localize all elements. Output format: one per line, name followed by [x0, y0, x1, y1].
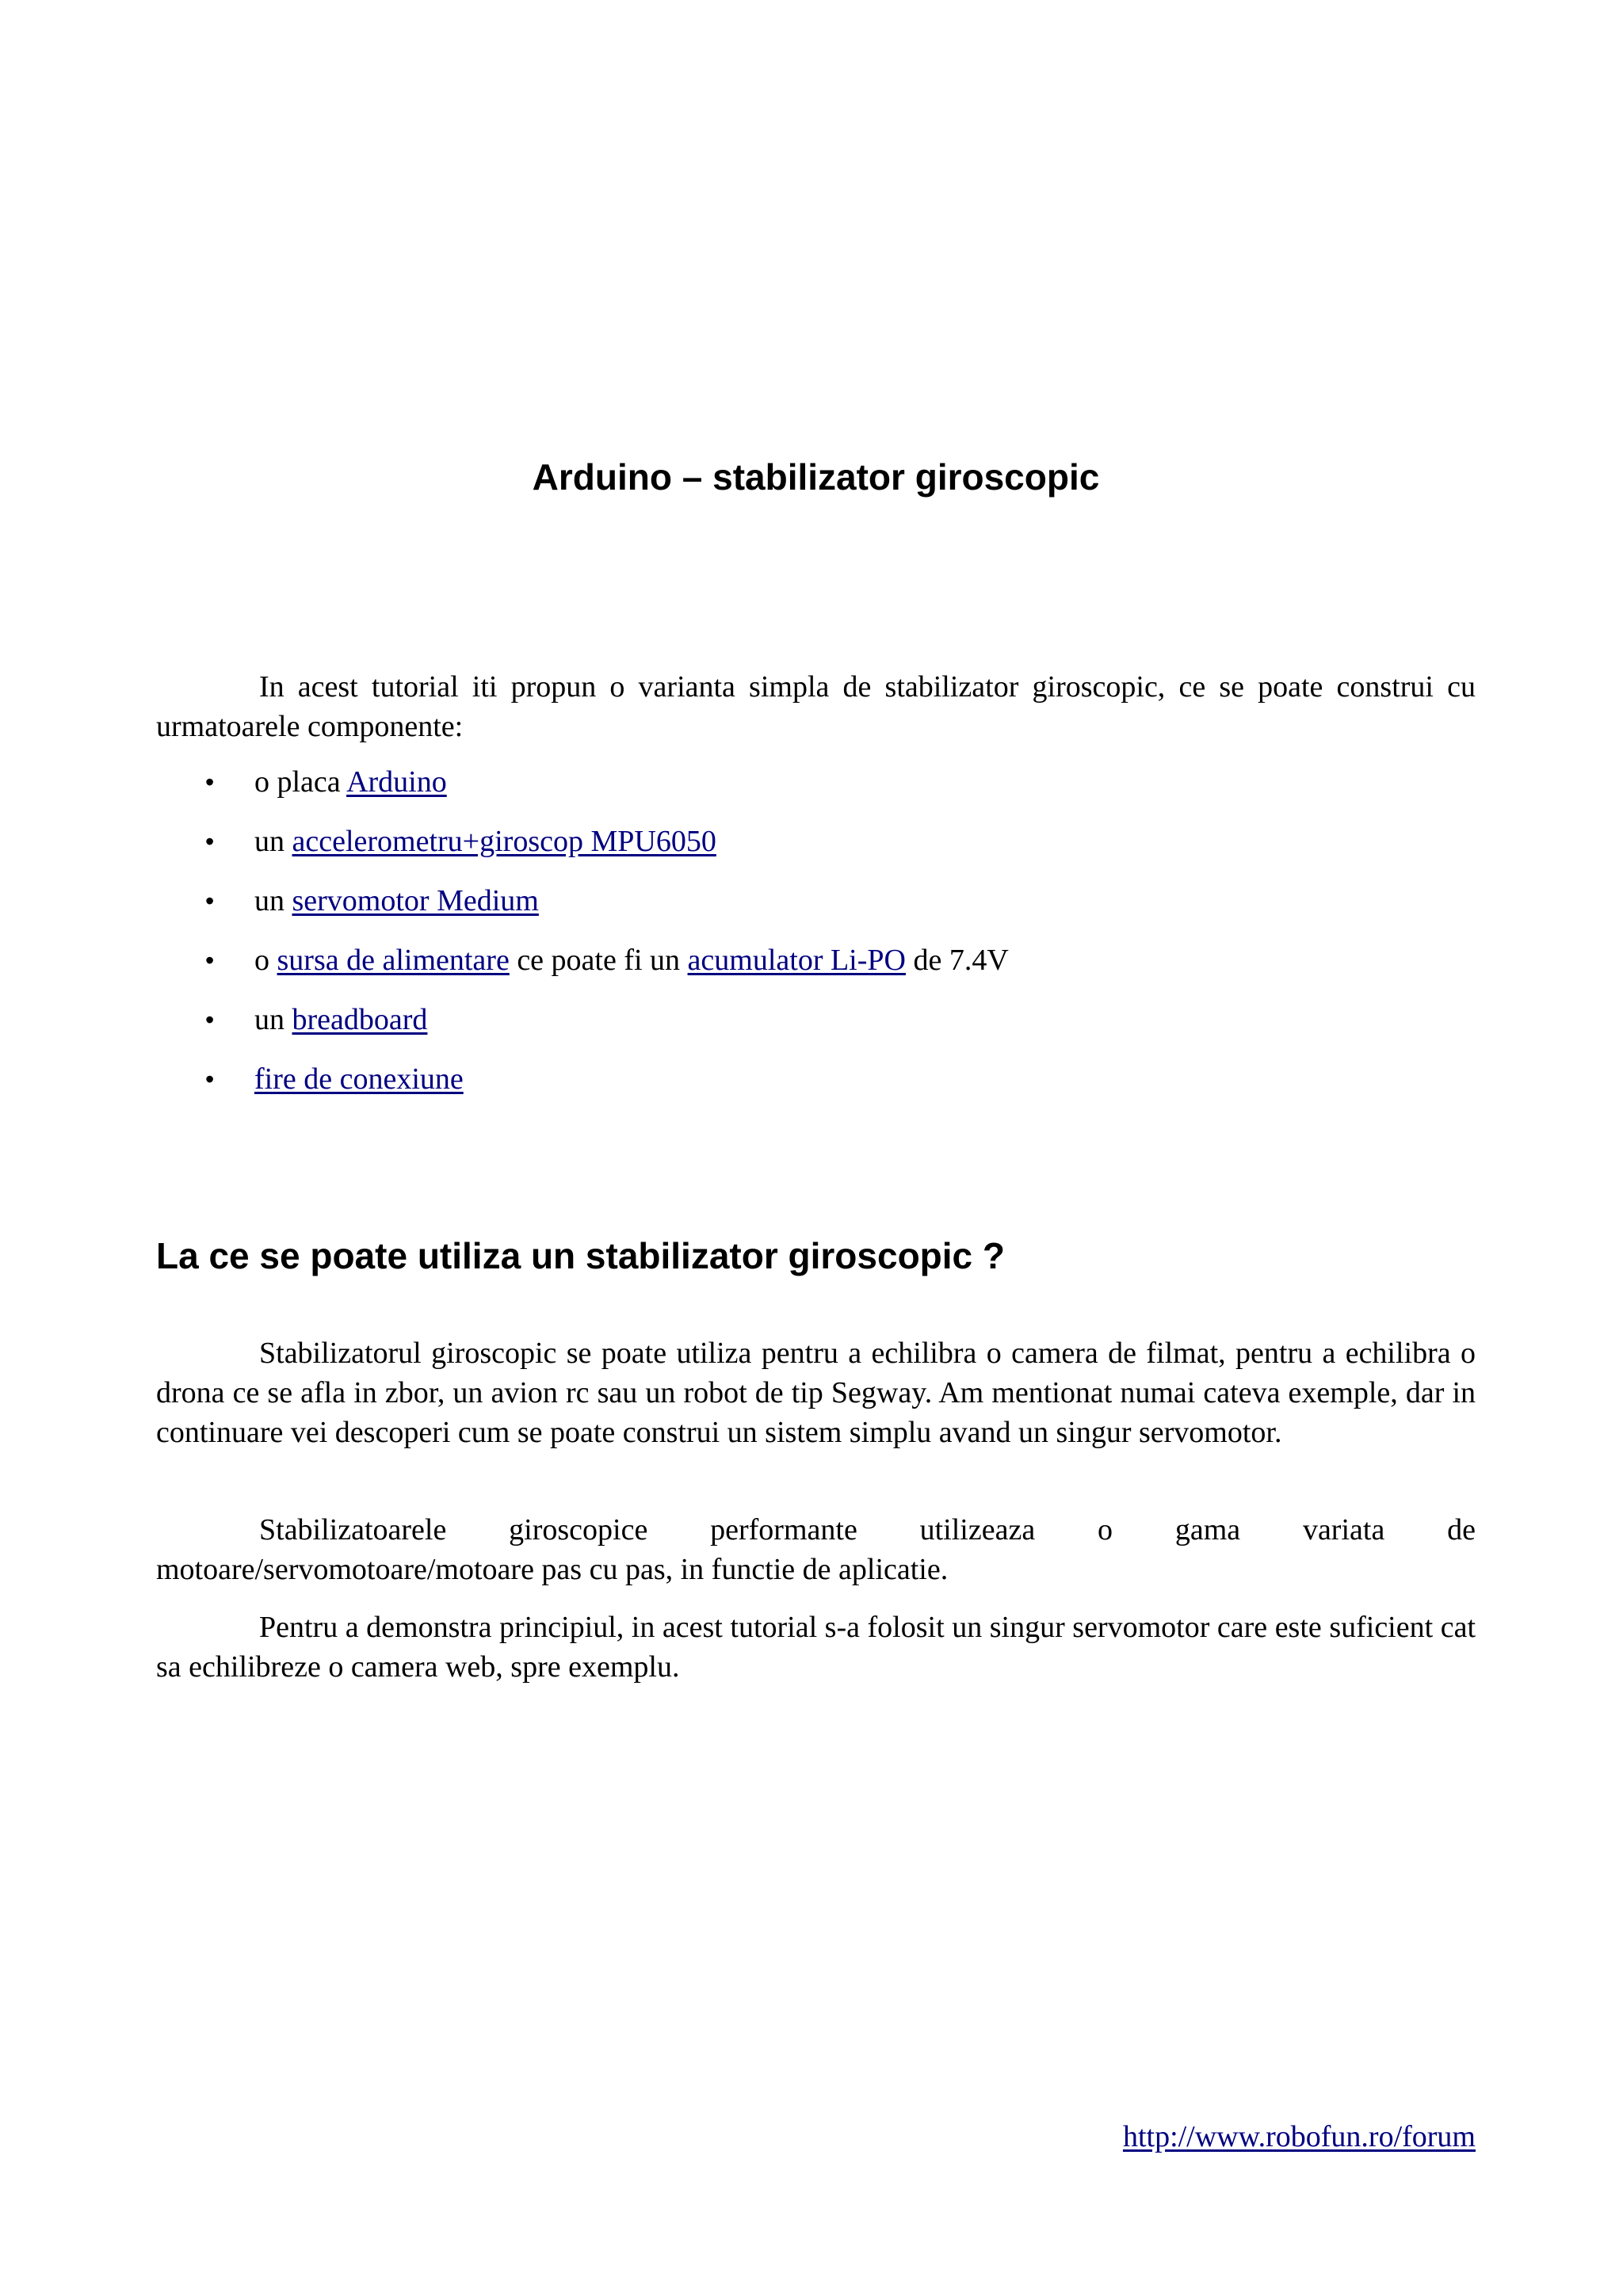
body-paragraph-motors: Stabilizatoarele giroscopice performante utilizeaza o gama variata de motoare/servomotoare/motoare pas cu pas, in functie de aplicatie.: [156, 1513, 1476, 1586]
bullet-icon: •: [205, 1065, 215, 1093]
link-servomotor[interactable]: servomotor Medium: [292, 884, 539, 917]
bullet-icon: •: [205, 768, 215, 796]
link-breadboard[interactable]: breadboard: [292, 1003, 428, 1036]
footer: [1123, 2117, 1476, 2157]
bullet-icon: •: [205, 946, 215, 974]
list-item: [156, 762, 1476, 802]
intro-paragraph: In acest tutorial iti propun o varianta simpla de stabilizator giroscopic, ce se poate construi cu urmatoarele componente:: [156, 670, 1476, 743]
list-item: [156, 881, 1476, 921]
link-lipo-battery[interactable]: acumulator Li-PO: [687, 944, 906, 977]
link-arduino[interactable]: Arduino: [346, 765, 447, 799]
list-item: [156, 940, 1476, 980]
page-title: Arduino – stabilizator giroscopic: [532, 456, 1100, 498]
list-item-text: de 7.4V: [905, 944, 1009, 977]
list-item: [156, 1000, 1476, 1039]
link-power-supply[interactable]: sursa de alimentare: [277, 944, 510, 977]
bullet-icon: •: [205, 1005, 215, 1034]
footer-forum-link[interactable]: http://www.robofun.ro/forum: [1122, 2120, 1476, 2153]
list-item-text: un: [254, 1003, 292, 1036]
bullet-icon: •: [205, 827, 215, 856]
components-list: [156, 762, 1476, 1119]
list-item-text: o placa: [254, 765, 347, 799]
list-item-text: ce poate fi un: [509, 944, 688, 977]
section-heading: La ce se poate utiliza un stabilizator giroscopic ?: [156, 1235, 1006, 1276]
link-accelerometer-gyro[interactable]: accelerometru+giroscop MPU6050: [292, 825, 716, 858]
list-item: [156, 1059, 1476, 1099]
bullet-icon: •: [205, 887, 215, 915]
link-jumper-wires[interactable]: fire de conexiune: [254, 1062, 464, 1096]
list-item-text: un: [254, 825, 292, 858]
document-page: [156, 0, 1476, 2296]
list-item-text: un: [254, 884, 292, 917]
list-item: [156, 822, 1476, 861]
body-paragraph-principle: Pentru a demonstra principiul, in acest tutorial s-a folosit un singur servomotor care este suficient cat sa echilibreze o camera web, spre exemplu.: [156, 1611, 1476, 1684]
body-paragraph-uses: Stabilizatorul giroscopic se poate utiliza pentru a echilibra o camera de filmat, pentru a echilibra o drona ce se afla in zbor, un avion rc sau un robot de tip Segway. Am mentionat numai cateva exemple, dar in continuare vei descoperi cum se poate construi un sistem simplu avand un singur servomotor.: [156, 1337, 1476, 1449]
list-item-text: o: [254, 944, 277, 977]
